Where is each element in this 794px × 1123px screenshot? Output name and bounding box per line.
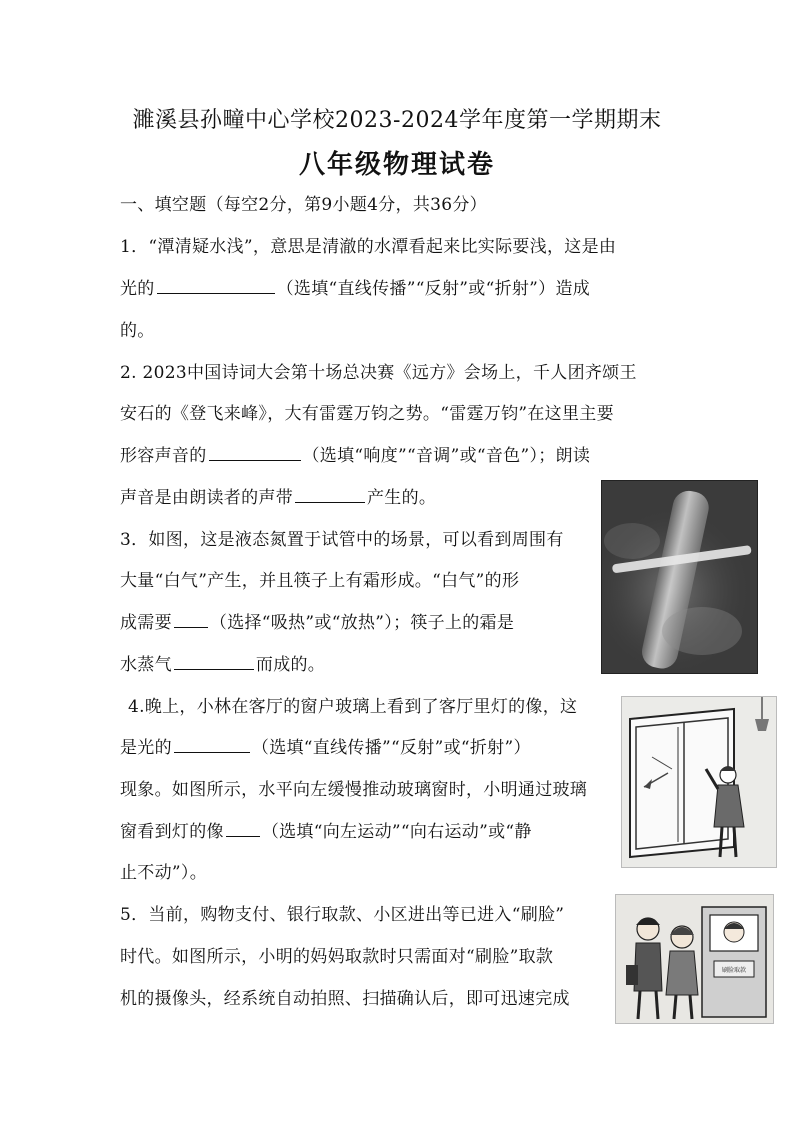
section-heading: 一、填空题（每空2分，第9小题4分，共36分）: [120, 195, 487, 215]
window-lamp-illustration: [622, 697, 776, 867]
q3-text-b: （选择“吸热”或“放热”）；筷子上的霜是: [209, 613, 515, 633]
q4-text-c: 窗看到灯的像: [120, 822, 224, 842]
q4-answer-blank-1[interactable]: [174, 735, 250, 753]
atm-illustration: [616, 895, 773, 1023]
q5-line-3: 机的摄像头，经系统自动拍照、扫描确认后，即可迅速完成: [120, 989, 570, 1009]
q1-line-2: [120, 274, 590, 299]
q1-line-3: 的。: [120, 321, 155, 341]
q4-line-3: 现象。如图所示，水平向左缓慢推动玻璃窗时，小明通过玻璃: [120, 780, 588, 800]
q3-line-1: 3．如图，这是液态氮置于试管中的场景，可以看到周围有: [120, 530, 564, 550]
q3-line-3: [120, 608, 514, 633]
q2-answer-blank-2[interactable]: [295, 485, 365, 503]
q2-line-4: [120, 483, 436, 508]
q3-line-4: [120, 650, 325, 675]
q4-text-a: 是光的: [120, 738, 172, 758]
q3-answer-blank-1[interactable]: [174, 610, 208, 628]
q3-text-c: 水蒸气: [120, 655, 172, 675]
q3-line-2: 大量“白气”产生，并且筷子上有霜形成。“白气”的形: [120, 571, 520, 591]
q4-text-b: （选填“直线传播”“反射”或“折射”）: [251, 738, 531, 758]
school-title: 濉溪县孙疃中心学校2023-2024学年度第一学期期末: [132, 108, 662, 133]
q4-text-d: （选填“向左运动”“向右运动”或“静: [261, 822, 532, 842]
q4-line-5: 止不动”）。: [120, 863, 207, 883]
q1-answer-blank[interactable]: [157, 276, 275, 294]
q1-text-b: （选填“直线传播”“反射”或“折射”）造成: [276, 279, 591, 299]
q2-text-b: （选填“响度”“音调”或“音色”）；朗读: [302, 446, 591, 466]
window-photo: [621, 696, 777, 868]
q2-line-1: 2. 2023中国诗词大会第十场总决赛《远方》会场上，千人团齐颂王: [120, 363, 637, 383]
q4-line-4: [120, 817, 532, 842]
q2-text-a: 形容声音的: [120, 446, 207, 466]
q5-line-2: 时代。如图所示，小明的妈妈取款时只需面对“刷脸”取款: [120, 947, 554, 967]
q3-text-d: 而成的。: [255, 655, 326, 675]
q2-text-d: 产生的。: [367, 488, 437, 508]
q2-line-2: 安石的《登飞来峰》，大有雷霆万钧之势。“雷霆万钧”在这里主要: [120, 404, 614, 424]
q1-text-a: 光的: [120, 279, 155, 299]
atm-screen-label: 刷脸取款: [721, 967, 747, 974]
test-tube-illustration: [602, 481, 757, 673]
exam-title: 八年级物理试卷: [298, 150, 495, 180]
test-tube-photo: [601, 480, 758, 674]
q4-line-2: [120, 733, 531, 758]
q4-answer-blank-2[interactable]: [226, 819, 260, 837]
q4-line-1: 4.晚上，小林在客厅的窗户玻璃上看到了客厅里灯的像，这: [128, 697, 578, 717]
q5-line-1: 5．当前，购物支付、银行取款、小区进出等已进入“刷脸”: [120, 905, 565, 925]
q2-answer-blank-1[interactable]: [209, 443, 301, 461]
q3-answer-blank-2[interactable]: [174, 652, 254, 670]
q1-line-1: 1．“潭清疑水浅”，意思是清澈的水潭看起来比实际要浅，这是由: [120, 237, 617, 257]
atm-photo: [615, 894, 774, 1024]
q3-text-a: 成需要: [120, 613, 172, 633]
q2-line-3: [120, 441, 590, 466]
q2-text-c: 声音是由朗读者的声带: [120, 488, 293, 508]
